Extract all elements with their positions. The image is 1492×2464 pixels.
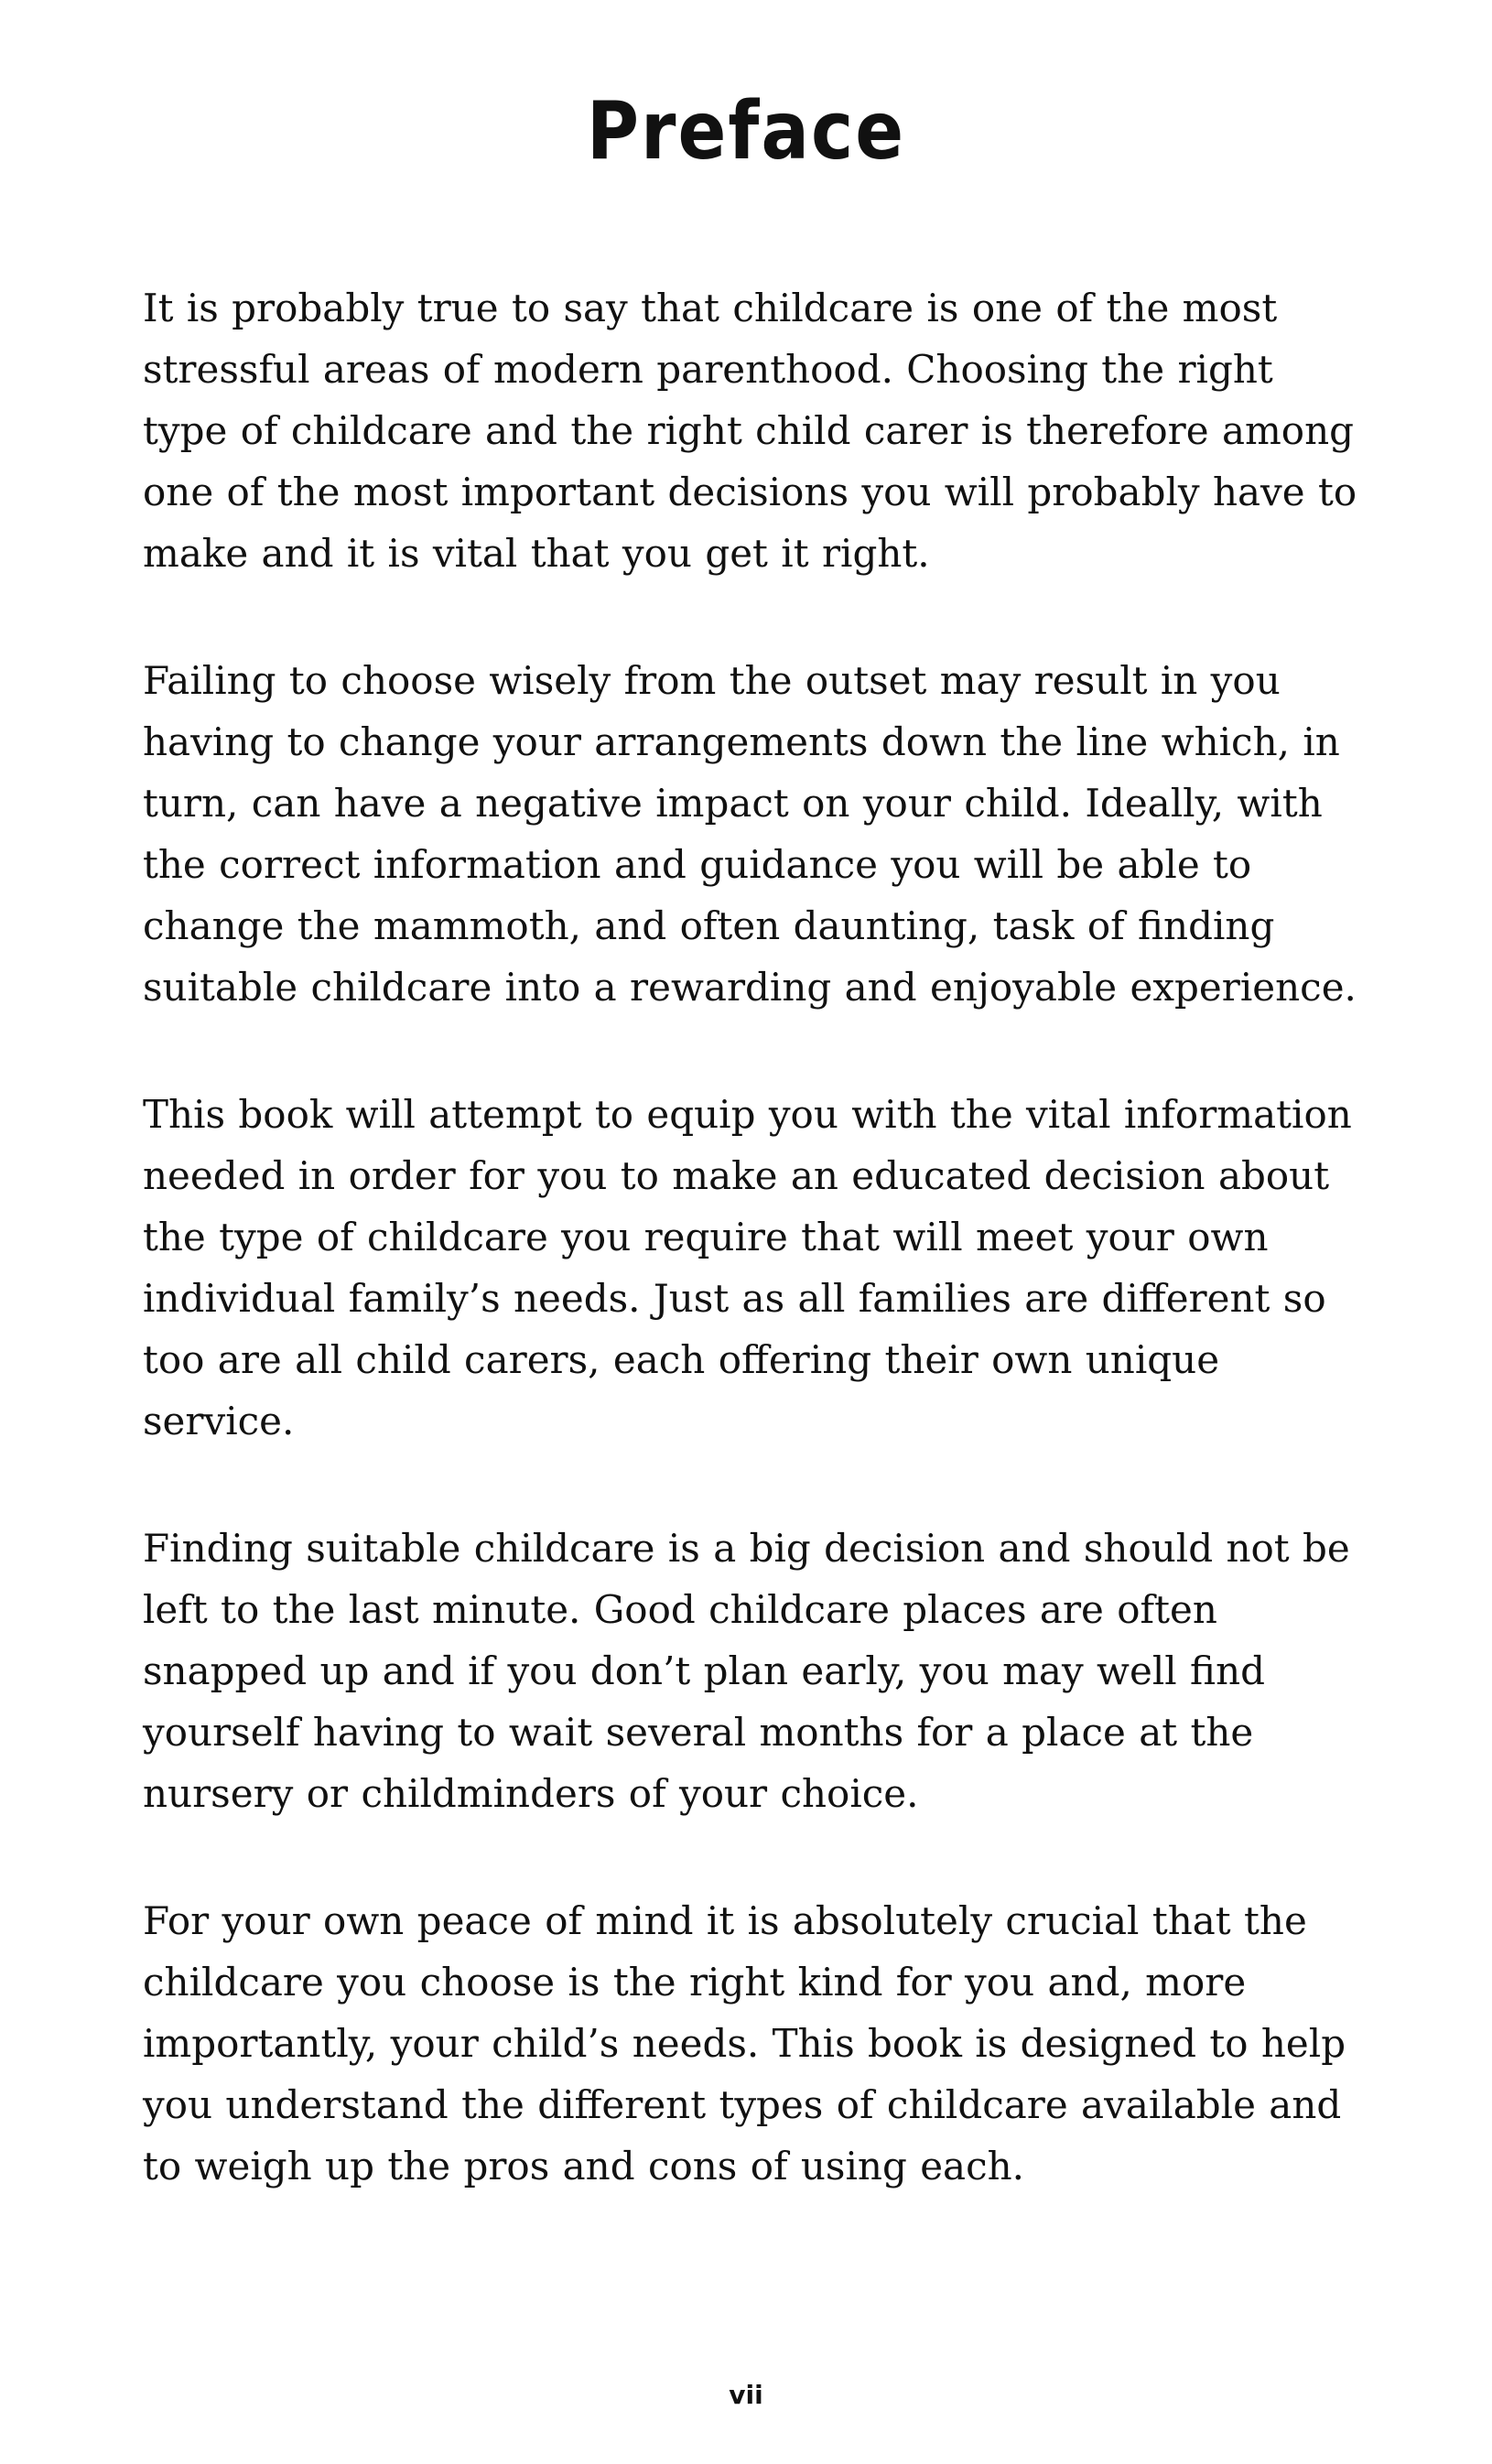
page-number: vii xyxy=(729,2380,763,2410)
paragraph: For your own peace of mind it is absolutely crucial that the childcare you choose is the right kind for you and, more importantly, your child’s needs. This book is designed to help you understand the different types of childcare available and to weigh up the pros and cons of using each. xyxy=(143,1898,1346,2188)
page-title: Preface xyxy=(586,85,906,178)
paragraph: Finding suitable childcare is a big decision and should not be left to the last minute. Good childcare places are often snapped up and if you don’t plan early, you may well find yourself having to wait several months for a place at the nursery or childminders of your choice. xyxy=(143,1526,1350,1816)
preface-body xyxy=(143,277,1369,2263)
paragraph: This book will attempt to equip you with the vital information needed in order for you to make an educated decision about the type of childcare you require that will meet your own individual family’s needs. Just as all families are different so too are all child carers, each offering their own unique service. xyxy=(143,1092,1352,1443)
paragraph: Failing to choose wisely from the outset may result in you having to change your arrangements down the line which, in turn, can have a negative impact on your child. Ideally, with the correct information and guidance you will be able to change the mammoth, and often daunting, task of finding suitable childcare into a rewarding and enjoyable experience. xyxy=(143,658,1357,1010)
paragraph: It is probably true to say that childcare is one of the most stressful areas of modern parenthood. Choosing the right type of childcare and the right child carer is therefore among one of the most important decisions you will probably have to make and it is vital that you get it right. xyxy=(143,286,1357,576)
